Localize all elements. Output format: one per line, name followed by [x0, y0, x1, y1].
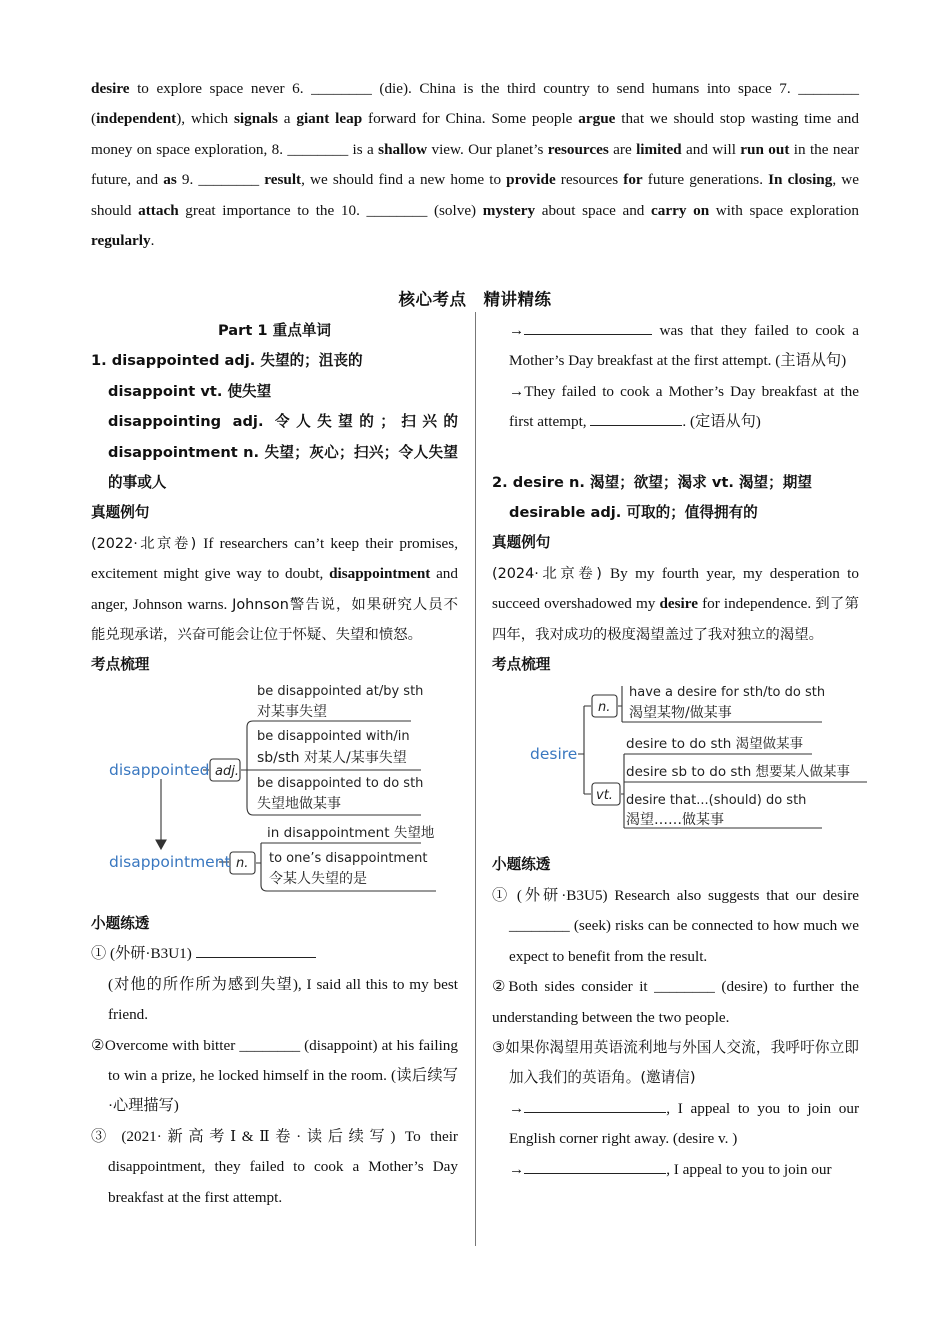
kw: desire: [91, 80, 130, 97]
practice-item: ① (外研·B3U5) Research also suggests that our desire ________ (seek) risks can be connected to how much we expect to benefit from the result.: [492, 886, 859, 965]
practice-heading: 小题练透: [492, 856, 551, 874]
word1-derivative: disappointment n. 失望；灰心；扫兴；令人失望的事或人: [108, 443, 458, 492]
word2-derivative: desirable adj. 可取的；值得拥有的: [509, 504, 758, 522]
part-title: Part 1 重点单词: [217, 322, 332, 339]
desire-mindmap: [492, 678, 872, 846]
rewrite-item: → was that they failed to cook a Mother’s Day breakfast at the first attempt. (主语从句): [492, 316, 859, 377]
translation-item: → , I appeal to you to join our: [492, 1155, 859, 1185]
answer-blank[interactable]: [524, 1155, 666, 1174]
word1-derivative: disappointing adj. 令人失望的；扫兴的: [108, 413, 458, 431]
practice-item: ① (外研·B3U1): [91, 939, 458, 969]
word2-heading: 2. desire n. 渴望；欲望；渴求 vt. 渴望；期望: [492, 473, 812, 491]
root-word: disappointment: [109, 852, 231, 871]
example-sentence: (2022·北京卷) If researchers can’t keep their promises, excitement might give way to doubt, disappointment and anger, Johnson warns. Johnson警告说，如果研究人员不能兑现承诺，兴奋可能会让位于怀疑、失望和愤怒。: [91, 534, 458, 644]
answer-blank[interactable]: [524, 316, 652, 335]
branch-en: be disappointed at/by sth: [257, 683, 424, 699]
branch-cn: sb/sth 对某人/某事失望: [257, 749, 407, 766]
left-column: [91, 316, 458, 1213]
word1-heading: 1. disappointed adj. 失望的；沮丧的: [91, 352, 363, 370]
root-word: desire: [530, 745, 578, 764]
answer-blank[interactable]: [196, 939, 316, 958]
practice-heading: 小题练透: [91, 914, 150, 932]
practice-item: ②Both sides consider it ________ (desire) to further the understanding between the two people.: [492, 978, 859, 1026]
example-heading: 真题例句: [91, 504, 150, 522]
pos-label: n.: [236, 855, 249, 871]
branch-cn: 渴望……做某事: [626, 812, 724, 829]
disappointed-mindmap: [91, 677, 458, 909]
branch-item: in disappointment 失望地: [267, 824, 435, 841]
practice-item: ③如果你渴望用英语流利地与外国人交流，我呼吁你立即加入我们的英语角。(邀请信): [492, 1038, 859, 1087]
pos-label: n.: [598, 700, 611, 716]
answer-blank[interactable]: [590, 407, 682, 426]
branch-cn: 失望地做某事: [257, 795, 341, 812]
word1-derivative: disappoint vt. 使失望: [108, 382, 272, 400]
trunk-line: [578, 706, 584, 794]
section-title: 核心考点 精讲精练: [398, 290, 552, 309]
branch-en: desire that...(should) do sth: [626, 793, 807, 809]
keypoint-heading: 考点梳理: [91, 656, 150, 674]
branch-en: have a desire for sth/to do sth: [629, 685, 826, 701]
pos-label: adj.: [215, 763, 239, 779]
rewrite-item: →They failed to cook a Mother’s Day breakfast at the first attempt, . (定语从句): [509, 382, 859, 431]
example-sentence: (2024·北京卷) By my fourth year, my desperation to succeed overshadowed my desire for independence. 到了第四年，我对成功的极度渴望盖过了我对独立的渴望。: [492, 564, 859, 643]
branch-cn: 对某事失望: [257, 703, 327, 720]
translation-item: → , I appeal to you to join our English corner right away. (desire v. ): [492, 1094, 859, 1155]
branch-cn: 令某人失望的是: [269, 870, 367, 887]
keypoint-heading: 考点梳理: [492, 656, 551, 674]
connector: [584, 706, 591, 794]
intro-paragraph: desire to explore space never 6. ________ (die). China is the third country to send humans into space 7. ________ (independent), which signals a giant leap forward for China. Some people argue that we should stop wasting time and money on space exploration, 8. ________ is a shallow view. Our planet’s resources are limited and will run out in the near future, and as 9. ________ result, we should find a new home to provide resources for future generations. In closing, we should attach great importance to the 10. ________ (solve) mystery about space and carry on with space exploration regularly.: [91, 80, 860, 250]
branch-en: be disappointed with/in: [257, 728, 410, 744]
branch-item: desire to do sth 渴望做某事: [626, 736, 804, 753]
answer-blank[interactable]: [524, 1094, 666, 1113]
branch-en: be disappointed to do sth: [257, 775, 424, 791]
practice-item-cont: (对他的所作所为感到失望), I said all this to my best friend.: [108, 975, 458, 1024]
example-heading: 真题例句: [492, 534, 551, 552]
practice-item: ③ (2021·新高考Ⅰ&Ⅱ卷·读后续写) To their disappointment, they failed to cook a Mother’s Day breakfast at the first attempt.: [91, 1127, 458, 1206]
arrow-head: [156, 840, 166, 849]
root-word: disappointed: [109, 760, 210, 779]
right-column: [492, 316, 859, 1185]
column-divider: [475, 312, 476, 1246]
branch-en: to one’s disappointment: [269, 850, 428, 866]
practice-item: ②Overcome with bitter ________ (disappoint) at his failing to win a prize, he locked himself in the room. (读后续写·心理描写): [91, 1036, 458, 1115]
branch-item: desire sb to do sth 想要某人做某事: [626, 764, 851, 781]
pos-label: vt.: [596, 788, 613, 804]
branch-cn: 渴望某物/做某事: [629, 705, 732, 722]
